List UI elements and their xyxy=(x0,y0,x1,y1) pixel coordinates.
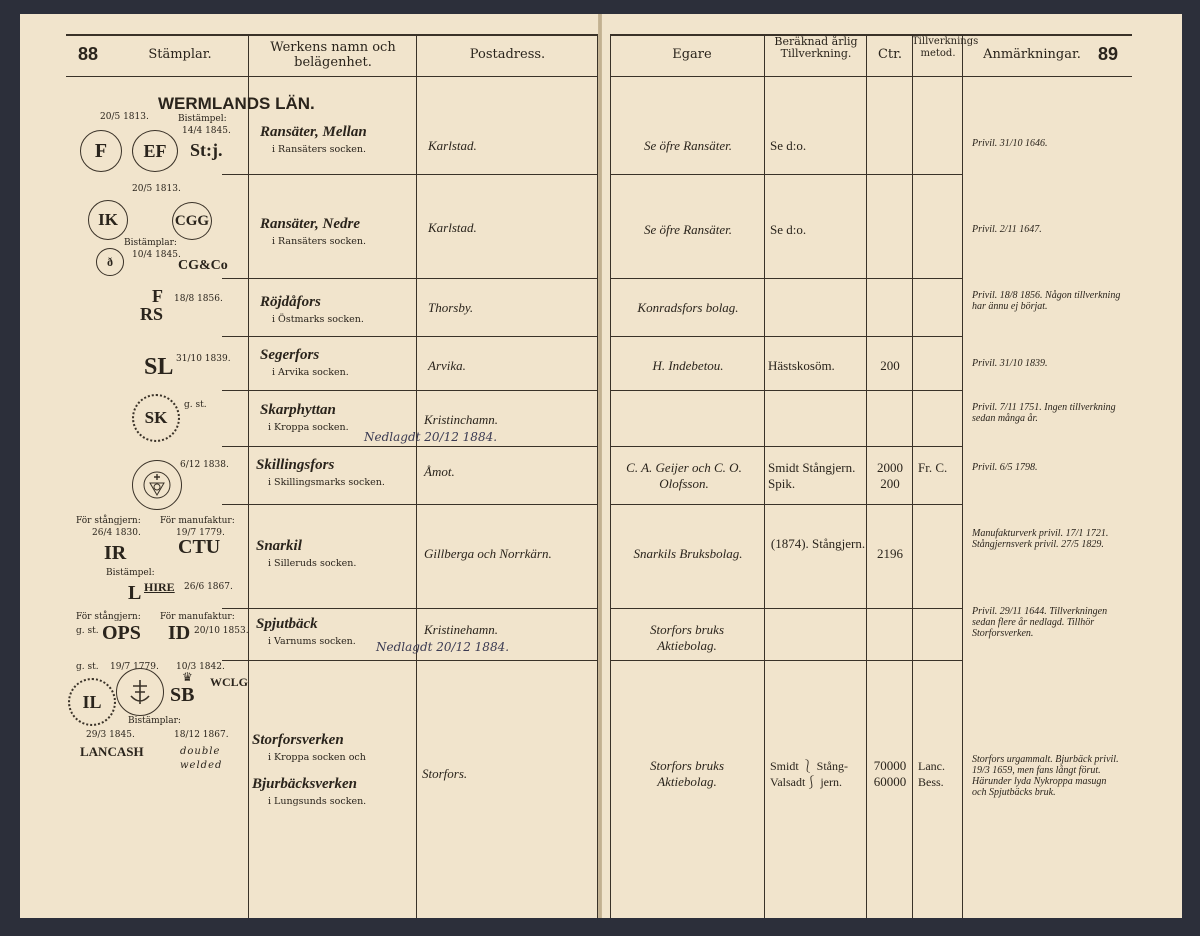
production-cell: Smidt ⎱ Stång- Valsadt⎰ jern. xyxy=(770,759,849,789)
stamp-circle: CGG xyxy=(172,202,212,240)
work-address: Storfors. xyxy=(422,766,468,781)
header-address: Postadress. xyxy=(469,47,546,62)
work-name: Ransäter, Mellan xyxy=(260,124,367,140)
stamp-date: 10/4 1845. xyxy=(132,250,181,260)
crown-icon: ♛ xyxy=(182,670,193,684)
work-name: Ransäter, Nedre xyxy=(260,216,361,232)
header-owner: Egare xyxy=(672,47,712,62)
stamp-date: 31/10 1839. xyxy=(176,354,231,364)
right-page xyxy=(602,14,1182,918)
stamp-mark: LANCASH xyxy=(80,744,144,759)
column-divider xyxy=(962,35,963,918)
stamp-mark: IR xyxy=(104,542,127,564)
stamp-circle: IK xyxy=(88,200,128,240)
header-method: Tillverknings metod. xyxy=(912,36,979,59)
stamp-date: 26/6 1867. xyxy=(184,582,233,592)
row-rule xyxy=(222,278,598,279)
header-ctr: Ctr. xyxy=(877,47,903,62)
stamp-date: g. st. xyxy=(76,626,99,636)
work-address: Gillberga och Norrkärn. xyxy=(424,546,552,561)
work-name: Skillingsfors xyxy=(256,457,335,473)
work-parish: i Östmarks socken. xyxy=(272,314,364,325)
stamp-circle: SK xyxy=(132,394,180,442)
stamp-mark: ID xyxy=(168,622,191,644)
stamp-mark: welded xyxy=(180,760,223,771)
stamp-date: 18/12 1867. xyxy=(174,730,229,740)
ctr-cell: 70000 60000 xyxy=(873,758,907,789)
method-cell: Lanc. Bess. xyxy=(918,759,945,789)
work-parish: i Kroppa socken och xyxy=(268,752,366,763)
work-parish: i Kroppa socken. xyxy=(268,422,349,433)
owner-cell: Se öfre Ransäter. xyxy=(644,222,732,237)
stamp-mark: CG&Co xyxy=(178,258,228,273)
cross-heart-icon xyxy=(142,470,172,500)
work-parish: i Arvika socken. xyxy=(272,367,349,378)
work-parish: i Skillingsmarks socken. xyxy=(268,477,385,488)
remarks-cell: Privil. 7/11 1751. Ingen tillverkning sedan många år. xyxy=(972,402,1116,424)
row-rule xyxy=(610,660,962,661)
production-cell: Hästskosöm. xyxy=(768,358,835,373)
row-rule xyxy=(222,660,598,661)
header-production: Beräknad årlig Tillverkning. xyxy=(774,35,858,60)
work-parish: i Silleruds socken. xyxy=(268,558,357,569)
stamp-label: För stångjern: xyxy=(76,612,141,622)
work-name: Spjutbäck xyxy=(256,616,318,632)
stamp-label: För manufaktur: xyxy=(160,516,235,526)
row-rule xyxy=(610,174,962,175)
stamp-date: 19/7 1779. xyxy=(176,528,225,538)
row-rule xyxy=(610,278,962,279)
column-divider xyxy=(866,35,867,918)
work-name: Segerfors xyxy=(260,347,320,363)
ctr-cell: 2000 200 xyxy=(877,460,903,491)
work-name: Skarphyttan xyxy=(260,402,336,418)
work-parish-secondary: i Lungsunds socken. xyxy=(268,796,367,807)
remarks-cell: Storfors urgammalt. Bjurbäck privil. 19/3 1659, men fans långt förut. Härunder lyda Nykroppa masugn och Spjutbäcks bruk. xyxy=(972,754,1119,798)
stamp-date: 10/3 1842. xyxy=(176,662,225,672)
work-name: Snarkil xyxy=(256,538,302,554)
left-page xyxy=(20,14,598,918)
header-rule-top xyxy=(610,34,1132,36)
column-divider xyxy=(597,35,598,918)
stamp-date: 18/8 1856. xyxy=(174,294,223,304)
remarks-cell: Manufakturverk privil. 17/1 1721. Stångjernsverk privil. 27/5 1829. xyxy=(972,528,1109,550)
header-works: Werkens namn och belägenhet. xyxy=(270,40,396,70)
stamp-label: För manufaktur: xyxy=(160,612,235,622)
work-address: Kristinchamn. xyxy=(424,412,499,427)
stamp-circle: IL xyxy=(68,678,116,726)
work-address: Karlstad. xyxy=(428,138,477,153)
stamp-mark: RS xyxy=(140,304,164,324)
row-rule xyxy=(610,608,962,609)
stamp-circle: ð xyxy=(96,248,124,276)
production-cell: Se d:o. xyxy=(770,222,807,237)
handwritten-note: Nedlagdt 20/12 1884. xyxy=(376,640,510,654)
column-divider xyxy=(416,35,417,918)
region-title: WERMLANDS LÄN. xyxy=(158,94,315,113)
stamp-label: Bistämplar: xyxy=(124,238,177,248)
row-rule xyxy=(222,174,598,175)
owner-cell: Storfors bruks Aktiebolag. xyxy=(649,758,725,789)
remarks-cell: Privil. 2/11 1647. xyxy=(972,224,1042,235)
stamp-mark: HIRE xyxy=(144,580,175,594)
header-rule-bottom xyxy=(610,76,1132,77)
work-address: Arvika. xyxy=(428,358,466,373)
work-name: Röjdåfors xyxy=(260,294,321,310)
handwritten-note: Nedlagdt 20/12 1884. xyxy=(364,430,498,444)
work-address: Åmot. xyxy=(424,464,455,479)
stamp-circle: EF xyxy=(132,130,178,172)
production-cell: Se d:o. xyxy=(770,138,807,153)
column-divider xyxy=(610,35,611,918)
stamp-mark: CTU xyxy=(178,536,221,558)
stamp-circle-symbol xyxy=(116,668,164,716)
stamp-mark: SL xyxy=(144,354,174,380)
work-address: Thorsby. xyxy=(428,300,474,315)
row-rule xyxy=(222,446,598,447)
work-address: Kristinehamn. xyxy=(424,622,499,637)
work-parish: i Ransäters socken. xyxy=(272,236,367,247)
work-parish: i Ransäters socken. xyxy=(272,144,367,155)
stamp-mark: SB xyxy=(170,684,195,706)
stamp-label: För stångjern: xyxy=(76,516,141,526)
anchor-cross-icon xyxy=(127,678,153,706)
row-rule xyxy=(222,336,598,337)
production-cell: (1874). Stångjern. xyxy=(770,536,866,551)
row-rule xyxy=(610,446,962,447)
stamp-date: g. st. xyxy=(76,662,99,672)
owner-cell: Storfors bruks Aktiebolag. xyxy=(649,622,725,653)
remarks-cell: Privil. 29/11 1644. Tillverkningen sedan flere år nedlagd. Tillhör Storforsverken. xyxy=(972,606,1108,639)
stamp-circle: F xyxy=(80,130,122,172)
stamp-date: 14/4 1845. xyxy=(182,126,231,136)
stamp-mark: L xyxy=(128,582,142,604)
production-cell: Smidt Stångjern. Spik. xyxy=(768,460,856,491)
page-number: 89 xyxy=(1098,44,1119,64)
stamp-date: 19/7 1779. xyxy=(110,662,159,672)
row-rule xyxy=(222,504,598,505)
stamp-mark: double xyxy=(180,746,221,757)
stamp-date: 6/12 1838. xyxy=(180,460,229,470)
stamp-date: 20/10 1853. xyxy=(194,626,249,636)
header-rule-top xyxy=(66,34,598,36)
stamp-date: g. st. xyxy=(184,400,207,410)
stamp-date: 29/3 1845. xyxy=(86,730,135,740)
row-rule xyxy=(610,390,962,391)
remarks-cell: Privil. 31/10 1646. xyxy=(972,138,1048,149)
stamp-mark: OPS xyxy=(102,622,141,644)
stamp-label: Bistämpel: xyxy=(106,568,155,578)
work-name: Storforsverken xyxy=(252,732,344,748)
header-remarks: Anmärkningar. xyxy=(983,47,1081,62)
column-divider xyxy=(912,35,913,918)
remarks-cell: Privil. 6/5 1798. xyxy=(972,462,1038,473)
work-name-secondary: Bjurbäcksverken xyxy=(252,776,357,792)
owner-cell: C. A. Geijer och C. O. Olofsson. xyxy=(626,460,742,491)
row-rule xyxy=(610,504,962,505)
stamp-circle-symbol xyxy=(132,460,182,510)
header-rule-bottom xyxy=(66,76,598,77)
stamp-date: 26/4 1830. xyxy=(92,528,141,538)
stamp-date: 20/5 1813. xyxy=(100,112,149,122)
owner-cell: Konradsfors bolag. xyxy=(637,300,739,315)
remarks-cell: Privil. 18/8 1856. Någon tillverkning har ännu ej börjat. xyxy=(972,290,1121,312)
row-rule xyxy=(222,390,598,391)
stamp-label: Bistämplar: xyxy=(128,716,181,726)
owner-cell: Se öfre Ransäter. xyxy=(644,138,732,153)
stamp-mark: St:j. xyxy=(190,140,223,160)
row-rule xyxy=(610,336,962,337)
method-cell: Fr. C. xyxy=(918,460,948,475)
work-parish: i Varnums socken. xyxy=(268,636,356,647)
work-address: Karlstad. xyxy=(428,220,477,235)
stamp-mark: WCLG xyxy=(210,675,249,689)
row-rule xyxy=(222,608,598,609)
ctr-cell: 200 xyxy=(880,358,900,373)
column-divider xyxy=(248,35,249,918)
owner-cell: Snarkils Bruksbolag. xyxy=(633,546,743,561)
ctr-cell: 2196 xyxy=(877,546,903,561)
stamp-date: 20/5 1813. xyxy=(132,184,181,194)
page-number: 88 xyxy=(78,44,99,64)
stamp-mark: F xyxy=(152,286,163,306)
stamp-label: Bistämpel: xyxy=(178,114,227,124)
owner-cell: H. Indebetou. xyxy=(652,358,724,373)
column-divider xyxy=(764,35,765,918)
header-stamps: Stämplar. xyxy=(148,47,212,62)
remarks-cell: Privil. 31/10 1839. xyxy=(972,358,1048,369)
